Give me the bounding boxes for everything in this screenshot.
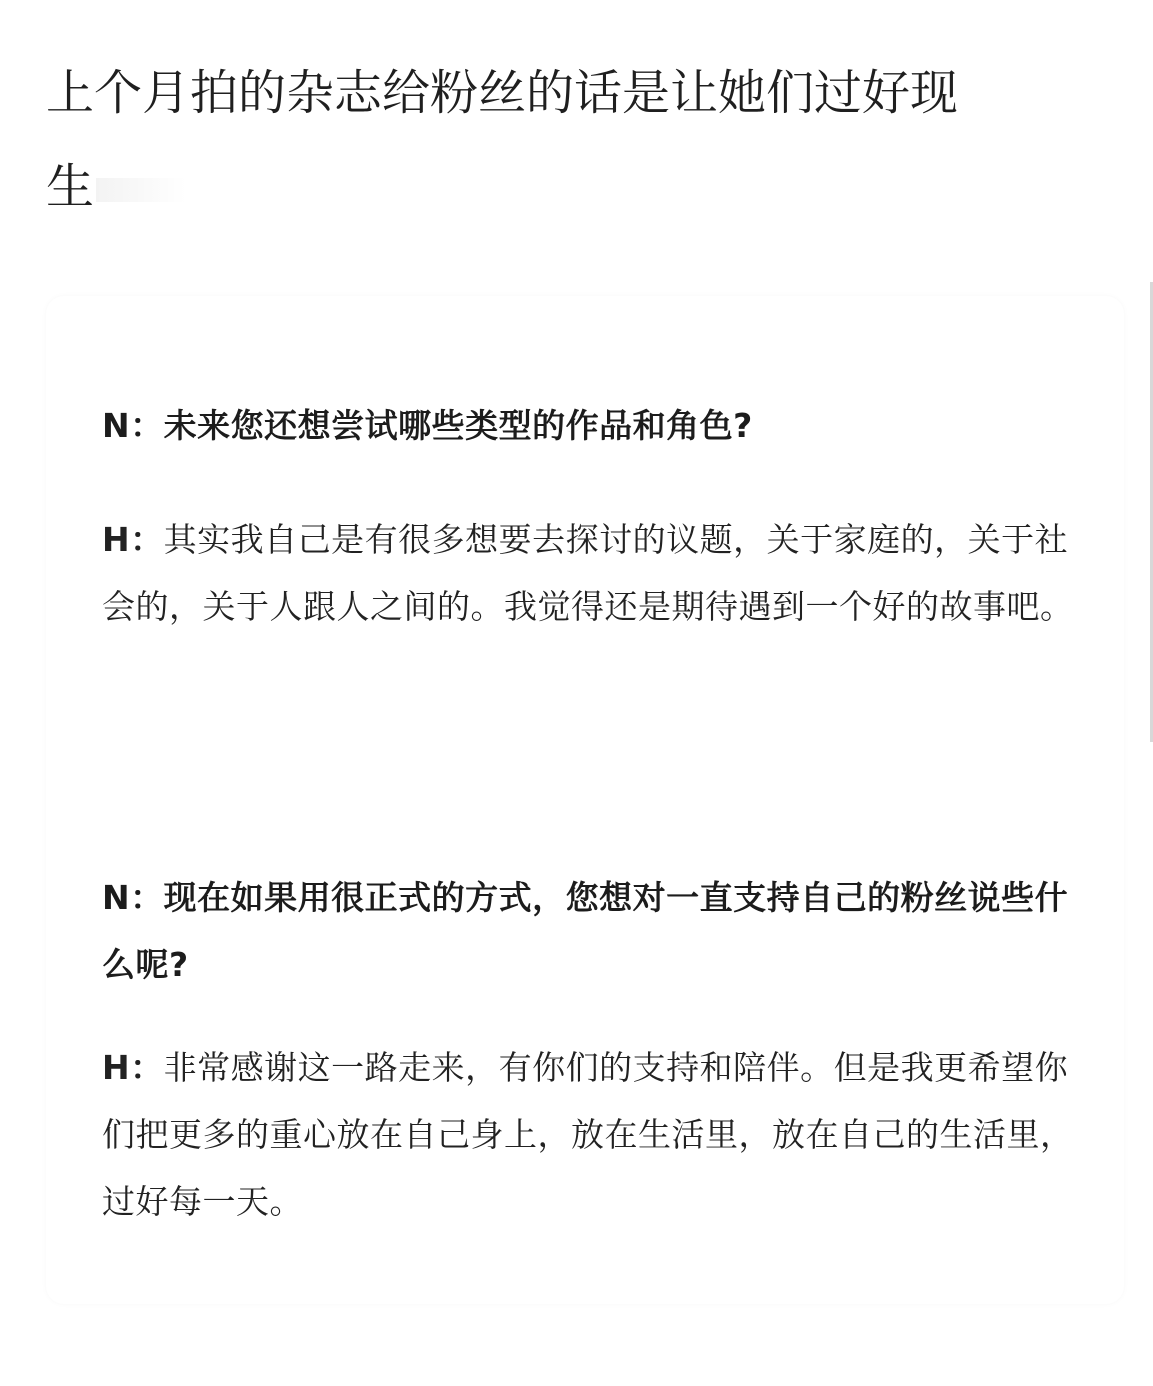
speaker-label: H： bbox=[102, 520, 164, 559]
post-title-main: 上个月拍的杂志给粉丝的话是让她们过好现 bbox=[46, 65, 959, 121]
speaker-label: N： bbox=[102, 406, 164, 445]
answer-2 bbox=[102, 1034, 1077, 1235]
post-title bbox=[46, 46, 1046, 234]
post-title-tail: 生 bbox=[46, 159, 95, 215]
question-1-text: 未来您还想尝试哪些类型的作品和角色? bbox=[163, 406, 753, 445]
answer-1-text: 其实我自己是有很多想要去探讨的议题，关于家庭的，关于社会的，关于人跟人之间的。我觉得还是期待遇到一个好的故事吧。 bbox=[102, 520, 1074, 626]
title-fade-overlay bbox=[96, 178, 186, 202]
answer-2-text: 非常感谢这一路走来，有你们的支持和陪伴。但是我更希望你们把更多的重心放在自己身上，放在生活里，放在自己的生活里，过好每一天。 bbox=[102, 1048, 1074, 1221]
speaker-label: H： bbox=[102, 1048, 164, 1087]
question-2 bbox=[102, 864, 1077, 998]
question-1 bbox=[102, 392, 1077, 459]
question-2-text: 现在如果用很正式的方式，您想对一直支持自己的粉丝说些什么呢? bbox=[102, 878, 1069, 984]
speaker-label: N： bbox=[102, 878, 164, 917]
answer-1 bbox=[102, 506, 1077, 640]
